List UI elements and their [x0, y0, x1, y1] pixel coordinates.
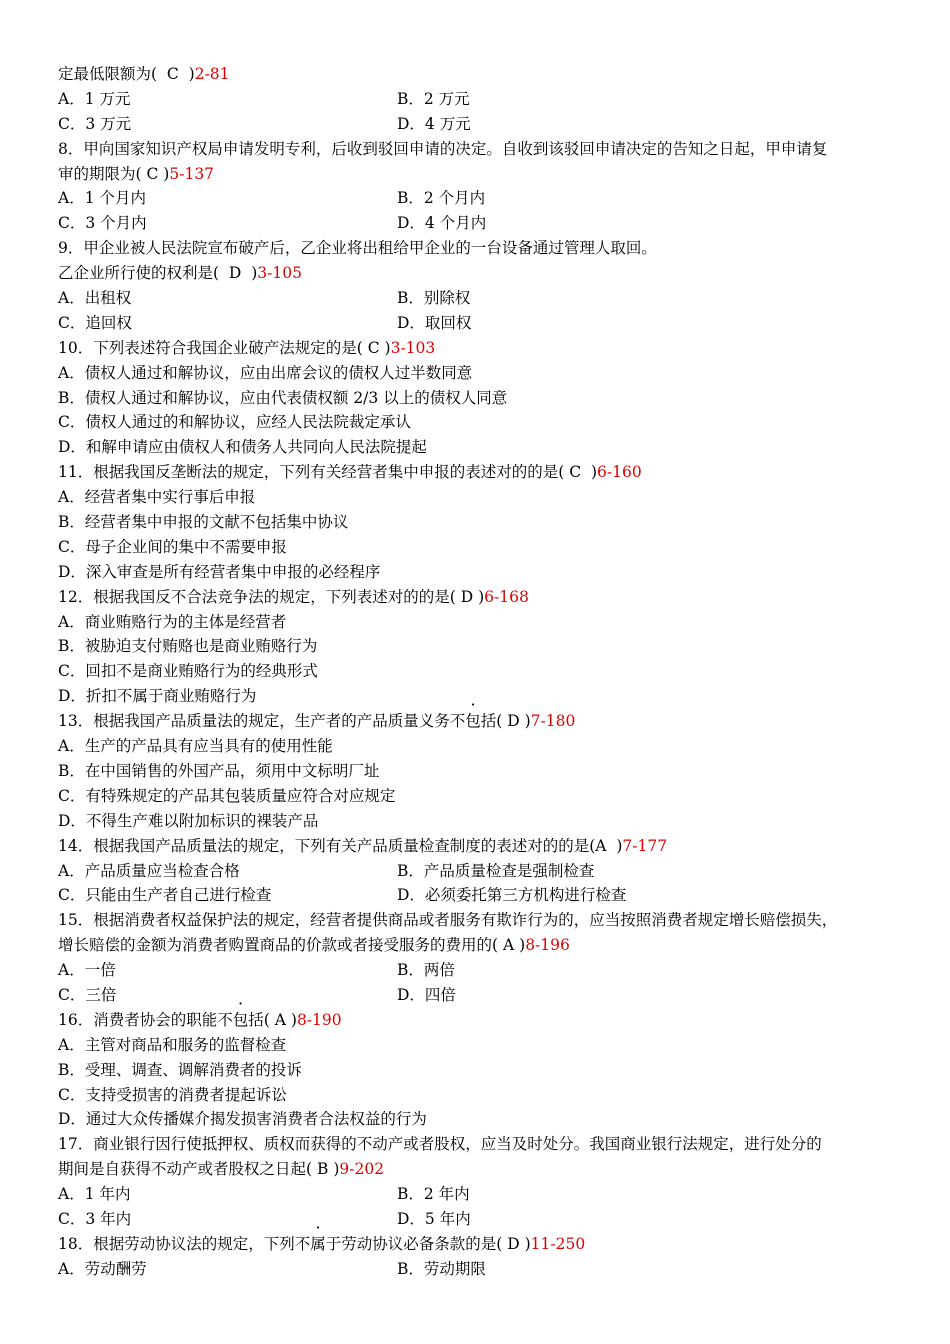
question-14-stem: 14．根据我国产品质量法的规定，下列有关产品质量检查制度的表述对的的是(A )7-177 [58, 836, 668, 855]
question-11-stem: 11．根据我国反垄断法的规定，下列有关经营者集中申报的表述对的的是( C )6-160 [58, 463, 642, 482]
option-b: B．经营者集中申报的文献不包括集中协议 [58, 513, 349, 532]
answer-18: D [507, 1234, 520, 1253]
option-d: D．4 个月内 [397, 214, 487, 233]
question-12-stem: 12．根据我国反不合法竞争法的规定，下列表述对的的是( D )6-168 [58, 587, 529, 606]
question-17-stem-line1: 17．商业银行因行使抵押权、质权而获得的不动产或者股权，应当及时处分。我国商业银行法规定，进行处分的 [58, 1135, 822, 1154]
question-13-stem: 13．根据我国产品质量法的规定，生产者的产品质量义务不包括( D )7-180 [58, 709, 908, 734]
question-17-options-2 [58, 1207, 908, 1232]
option-a: A．一倍 [58, 961, 116, 980]
option-c: C．3 万元 [58, 114, 132, 133]
question-8-options-1 [58, 186, 908, 211]
ref-8: 5-137 [169, 164, 215, 183]
option-b: B．2 万元 [397, 89, 470, 108]
option-a: A．经营者集中实行事后申报 [58, 488, 256, 507]
answer-17: B [317, 1160, 329, 1179]
option-b: B．别除权 [397, 289, 471, 308]
option-c: C．三倍 [58, 985, 117, 1004]
option-b: B．劳动期限 [397, 1259, 486, 1278]
ref-9: 3-105 [257, 264, 302, 283]
question-15-options-2 [58, 983, 908, 1008]
answer-12: D [460, 587, 474, 606]
ref-7: 2-81 [194, 65, 230, 83]
ref-13: 7-180 [530, 712, 576, 731]
option-d: D．深入审查是所有经营者集中申报的必经程序 [58, 562, 381, 581]
answer-13: D [507, 712, 520, 731]
option-a: A．产品质量应当检查合格 [58, 861, 240, 880]
option-b: B．在中国销售的外国产品，须用中文标明厂址 [58, 761, 380, 780]
question-9-options-2 [58, 311, 908, 336]
option-a: A．生产的产品具有应当具有的使用性能 [58, 737, 333, 756]
answer-14: A [595, 836, 607, 855]
option-c: C．支持受损害的消费者提起诉讼 [58, 1085, 287, 1104]
question-7-stem: 定最低限额为( C )2-81 [58, 65, 230, 83]
option-a: A．主管对商品和服务的监督检查 [58, 1035, 287, 1054]
option-a: A．1 年内 [58, 1185, 131, 1204]
option-d: D．通过大众传播媒介揭发损害消费者合法权益的行为 [58, 1110, 427, 1129]
option-a: A．劳动酬劳 [58, 1259, 147, 1278]
question-8-options-2 [58, 211, 908, 236]
question-8-stem-line1: 8．甲向国家知识产权局申请发明专利，后收到驳回申请的决定。自收到该驳回申请决定的告知之日起，甲申请复 [58, 139, 828, 158]
ref-18: 11-250 [530, 1234, 586, 1253]
question-18-stem: 18．根据劳动协议法的规定，下列不属于劳动协议必备条款的是( D )11-250 [58, 1232, 908, 1257]
option-b: B．被胁迫支付贿赂也是商业贿赂行为 [58, 637, 318, 656]
option-a: A．债权人通过和解协议，应由出席会议的债权人过半数同意 [58, 363, 473, 382]
question-17-options-1 [58, 1182, 908, 1207]
question-18-options-1 [58, 1257, 908, 1282]
option-c: C．回扣不是商业贿赂行为的经典形式 [58, 662, 318, 681]
option-c: C．3 个月内 [58, 214, 147, 233]
question-16-stem: 16．消费者协会的职能不包括( A )8-190 [58, 1008, 908, 1033]
answer-7: C [166, 65, 179, 83]
option-a: A．出租权 [58, 289, 132, 308]
question-9-options-1 [58, 286, 908, 311]
question-7-options-1 [58, 87, 908, 112]
question-15-stem-line2: 增长赔偿的金额为消费者购置商品的价款或者接受服务的费用的( A )8-196 [58, 936, 570, 955]
question-15-options-1 [58, 958, 908, 983]
answer-11: C [569, 463, 582, 482]
option-c: C．只能由生产者自己进行检查 [58, 886, 272, 905]
option-c: C．3 年内 [58, 1209, 132, 1228]
option-d: D．四倍 [397, 985, 456, 1004]
emphasis-text: 不包括 [217, 1010, 264, 1029]
answer-8: C [146, 164, 159, 183]
answer-9: D [228, 264, 242, 283]
option-b: B．2 个月内 [397, 189, 486, 208]
ref-15: 8-196 [525, 936, 570, 955]
option-a: A．商业贿赂行为的主体是经营者 [58, 612, 287, 631]
option-d: D．必须委托第三方机构进行检查 [397, 886, 627, 905]
option-b: B．受理、调查、调解消费者的投诉 [58, 1060, 302, 1079]
document-page [58, 62, 908, 1282]
question-9-stem-line1: 9．甲企业被人民法院宣布破产后，乙企业将出租给甲企业的一台设备通过管理人取回。 [58, 239, 657, 258]
ref-17: 9-202 [339, 1160, 385, 1179]
option-b: B．2 年内 [397, 1185, 470, 1204]
option-c: C．追回权 [58, 313, 132, 332]
question-14-options-1 [58, 859, 908, 884]
option-d: D．和解申请应由债权人和债务人共同向人民法院提起 [58, 438, 427, 457]
option-d: D．取回权 [397, 313, 472, 332]
question-8-stem-line2: 审的期限为( C )5-137 [58, 164, 215, 183]
option-c: C．有特殊规定的产品其包装质量应符合对应规定 [58, 786, 396, 805]
option-a: A．1 万元 [58, 89, 131, 108]
option-d: D．4 万元 [397, 114, 471, 133]
emphasis-text: 不包括 [449, 712, 497, 731]
answer-15: A [503, 936, 515, 955]
question-7-options-2 [58, 112, 908, 137]
ref-10: 3-103 [390, 338, 436, 357]
ref-16: 8-190 [296, 1010, 342, 1029]
question-14-options-2 [58, 883, 908, 908]
option-b: B．债权人通过和解协议，应由代表债权额 2/3 以上的债权人同意 [58, 388, 508, 407]
emphasis-text: 不属于 [294, 1234, 342, 1253]
option-b: B．产品质量检查是强制检查 [397, 861, 595, 880]
answer-16: A [274, 1010, 286, 1029]
option-b: B．两倍 [397, 961, 455, 980]
option-c: C．债权人通过的和解协议，应经人民法院裁定承认 [58, 413, 411, 432]
option-d: D．不得生产难以附加标识的裸装产品 [58, 811, 319, 830]
option-c: C．母子企业间的集中不需要申报 [58, 537, 287, 556]
answer-10: C [367, 338, 380, 357]
question-9-stem-line2: 乙企业所行使的权利是( D )3-105 [58, 264, 302, 283]
option-d: D．折扣不属于商业贿赂行为 [58, 687, 257, 706]
option-d: D．5 年内 [397, 1209, 471, 1228]
ref-11: 6-160 [597, 463, 642, 482]
question-15-stem-line1: 15．根据消费者权益保护法的规定，经营者提供商品或者服务有欺诈行为的，应当按照消费者规定增长赔偿损失， [58, 911, 838, 930]
question-17-stem-line2: 期间是自获得不动产或者股权之日起( B )9-202 [58, 1160, 385, 1179]
option-a: A．1 个月内 [58, 189, 146, 208]
ref-14: 7-177 [622, 836, 668, 855]
question-10-stem: 10．下列表述符合我国企业破产法规定的是( C )3-103 [58, 338, 436, 357]
ref-12: 6-168 [484, 587, 529, 606]
